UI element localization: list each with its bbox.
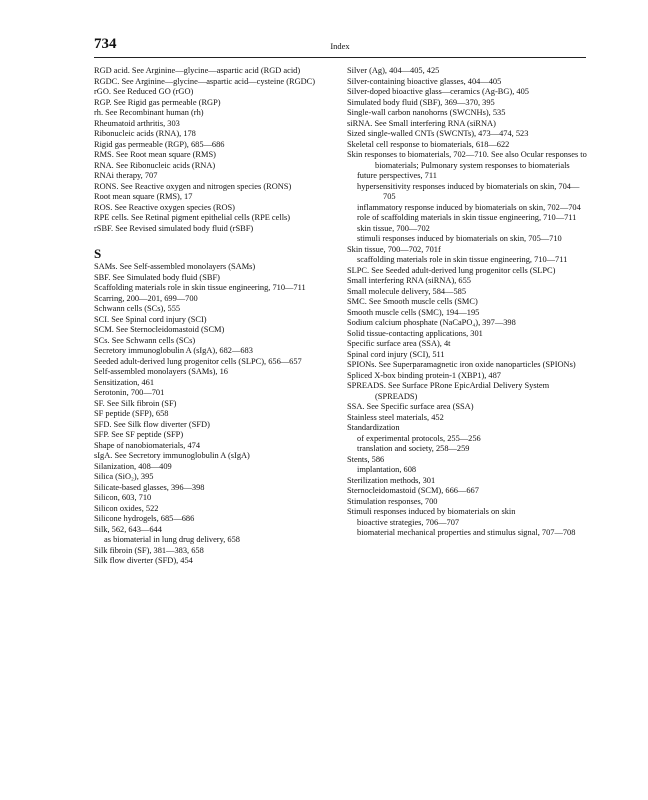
index-entry: SCM. See Sternocleidomastoid (SCM): [94, 325, 225, 334]
header-rule: [94, 57, 586, 58]
index-entry: Scarring, 200—201, 699—700: [94, 293, 198, 303]
index-entry: SCI. See Spinal cord injury (SCI): [94, 314, 207, 324]
index-entry: Smooth muscle cells (SMC), 194—195: [347, 307, 480, 317]
index-entry: Sodium calcium phosphate (NaCaPO₄), 397—398: [347, 318, 516, 327]
index-entry: Serotonin, 700—701: [94, 388, 165, 397]
index-entry: ROS. See Reactive oxygen species (ROS): [94, 202, 235, 212]
index-entry: Scaffolding materials role in skin tissue engineering, 710—711: [94, 283, 306, 292]
index-entry: Spinal cord injury (SCI), 511: [347, 349, 445, 359]
index-entry: Ribonucleic acids (RNA), 178: [94, 129, 196, 138]
index-entry: Silk, 562, 643—644: [94, 524, 162, 534]
index-entry: SFD. See Silk flow diverter (SFD): [94, 419, 210, 429]
index-entry: Silicone hydrogels, 685—686: [94, 514, 195, 523]
index-entry: RNA. See Ribonucleic acids (RNA): [94, 160, 216, 170]
index-entry: SPREADS. See Surface PRone EpicArdial Delivery System (SPREADS): [347, 381, 550, 401]
index-entry: Stimulation responses, 700: [347, 496, 438, 506]
index-entry: Skin tissue, 700—702, 701f: [347, 244, 441, 254]
index-entry: Sensitization, 461: [94, 377, 155, 387]
index-subentry: scaffolding materials role in skin tissue engineering, 710—711: [357, 255, 568, 264]
index-entry: Silica (SiO₂), 395: [94, 472, 154, 481]
index-entry: Silanization, 408—409: [94, 461, 172, 471]
index-entry: Silicate-based glasses, 396—398: [94, 482, 205, 492]
index-subentry: future perspectives, 711: [357, 171, 437, 180]
index-subentry: inflammatory response induced by biomaterials on skin, 702—704: [357, 202, 581, 212]
index-entry: Spliced X-box binding protein-1 (XBP1), 487: [347, 370, 501, 380]
index-entry: Silver-containing bioactive glasses, 404—405: [347, 76, 502, 86]
index-entry: RGP. See Rigid gas permeable (RGP): [94, 97, 221, 107]
index-entry: rSBF. See Revised simulated body fluid (rSBF): [94, 223, 254, 233]
index-subentry: of experimental protocols, 255—256: [357, 433, 481, 443]
index-entry: Stents, 586: [347, 454, 385, 464]
index-entry: Stimuli responses induced by biomaterials on skin: [347, 507, 516, 516]
index-entry: Sized single-walled CNTs (SWCNTs), 473—474, 523: [347, 129, 529, 138]
index-entry: Rheumatoid arthritis, 303: [94, 118, 180, 128]
page-header: [94, 36, 586, 58]
index-entry: Sternocleidomastoid (SCM), 666—667: [347, 486, 479, 495]
index-entry: Small molecule delivery, 584—585: [347, 286, 467, 296]
index-entry: SFP. See SF peptide (SFP): [94, 430, 184, 439]
index-entry: SF. See Silk fibroin (SF): [94, 398, 177, 408]
index-entry: Schwann cells (SCs), 555: [94, 304, 181, 313]
index-entry: Silver-doped bioactive glass—ceramics (Ag-BG), 405: [347, 87, 529, 96]
index-entry: Specific surface area (SSA), 4t: [347, 339, 451, 348]
index-entry: SBF. See Simulated body fluid (SBF): [94, 272, 220, 282]
index-entry: Root mean square (RMS), 17: [94, 192, 193, 201]
index-entry: Self-assembled monolayers (SAMs), 16: [94, 367, 228, 376]
index-entry: rGO. See Reduced GO (rGO): [94, 87, 194, 96]
index-subentry: bioactive strategies, 706—707: [357, 517, 460, 527]
index-entry: SAMs. See Self-assembled monolayers (SAMs): [94, 262, 256, 271]
index-entry: RGDC. See Arginine—glycine—aspartic acid—cysteine (RGDC): [94, 76, 316, 86]
index-entry: Seeded adult-derived lung progenitor cells (SLPC), 656—657: [94, 356, 302, 366]
index-entry: sIgA. See Secretory immunoglobulin A (sIgA): [94, 451, 250, 460]
index-entry: Secretory immunoglobulin A (sIgA), 682—683: [94, 346, 253, 355]
index-entry: Skin responses to biomaterials, 702—710. See also Ocular responses to biomaterials; Pulmonary system responses to biomaterials: [347, 150, 587, 170]
index-entry: Silicon oxides, 522: [94, 503, 159, 513]
index-subentry: hypersensitivity responses induced by biomaterials on skin, 704—705: [357, 181, 580, 201]
index-entry: SMC. See Smooth muscle cells (SMC): [347, 297, 478, 306]
index-entry: rh. See Recombinant human (rh): [94, 108, 204, 117]
index-entry: Silk flow diverter (SFD), 454: [94, 556, 193, 565]
index-entry: Skeletal cell response to biomaterials, 618—622: [347, 139, 510, 149]
index-entry: SSA. See Specific surface area (SSA): [347, 402, 474, 411]
index-entry: Standardization: [347, 423, 400, 432]
page-number: 734: [94, 36, 117, 52]
index-entry: Sterilization methods, 301: [347, 475, 436, 485]
index-entry: SF peptide (SFP), 658: [94, 409, 169, 418]
index-entry: SLPC. See Seeded adult-derived lung progenitor cells (SLPC): [347, 265, 556, 275]
index-entry: RONS. See Reactive oxygen and nitrogen species (RONS): [94, 181, 292, 191]
index-subentry: role of scaffolding materials in skin tissue engineering, 710—711: [357, 213, 577, 222]
index-subentry: stimuli responses induced by biomaterials on skin, 705—710: [357, 234, 562, 243]
index-entry: RPE cells. See Retinal pigment epithelial cells (RPE cells): [94, 213, 291, 222]
running-head: Index: [330, 41, 350, 51]
section-letter: S: [94, 246, 102, 261]
index-entry: Solid tissue-contacting applications, 301: [347, 328, 483, 338]
index-entry: Single-wall carbon nanohorns (SWCNHs), 535: [347, 108, 506, 117]
index-column-left: [94, 66, 334, 567]
index-subentry: as biomaterial in lung drug delivery, 658: [104, 535, 240, 544]
index-entry: Silicon, 603, 710: [94, 493, 152, 502]
index-entry: Simulated body fluid (SBF), 369—370, 395: [347, 97, 495, 107]
index-entry: SPIONs. See Superparamagnetic iron oxide nanoparticles (SPIONs): [347, 360, 576, 369]
index-entry: Shape of nanobiomaterials, 474: [94, 440, 201, 450]
index-entry: Silver (Ag), 404—405, 425: [347, 66, 440, 75]
index-entry: Rigid gas permeable (RGP), 685—686: [94, 139, 225, 149]
index-entry: siRNA. See Small interfering RNA (siRNA): [347, 118, 496, 128]
index-entry: SCs. See Schwann cells (SCs): [94, 335, 196, 345]
index-column-right: [347, 66, 587, 539]
index-entry: Silk fibroin (SF), 381—383, 658: [94, 545, 204, 555]
index-subentry: skin tissue, 700—702: [357, 223, 430, 233]
index-entry: Small interfering RNA (siRNA), 655: [347, 276, 471, 285]
index-entry: RNAi therapy, 707: [94, 171, 158, 180]
index-entry: RGD acid. See Arginine—glycine—aspartic acid (RGD acid): [94, 66, 301, 75]
index-entry: RMS. See Root mean square (RMS): [94, 150, 216, 159]
index-subentry: translation and society, 258—259: [357, 444, 470, 453]
index-entry: Stainless steel materials, 452: [347, 412, 444, 422]
index-subentry: implantation, 608: [357, 465, 417, 474]
index-subentry: biomaterial mechanical properties and stimulus signal, 707—708: [357, 528, 576, 537]
